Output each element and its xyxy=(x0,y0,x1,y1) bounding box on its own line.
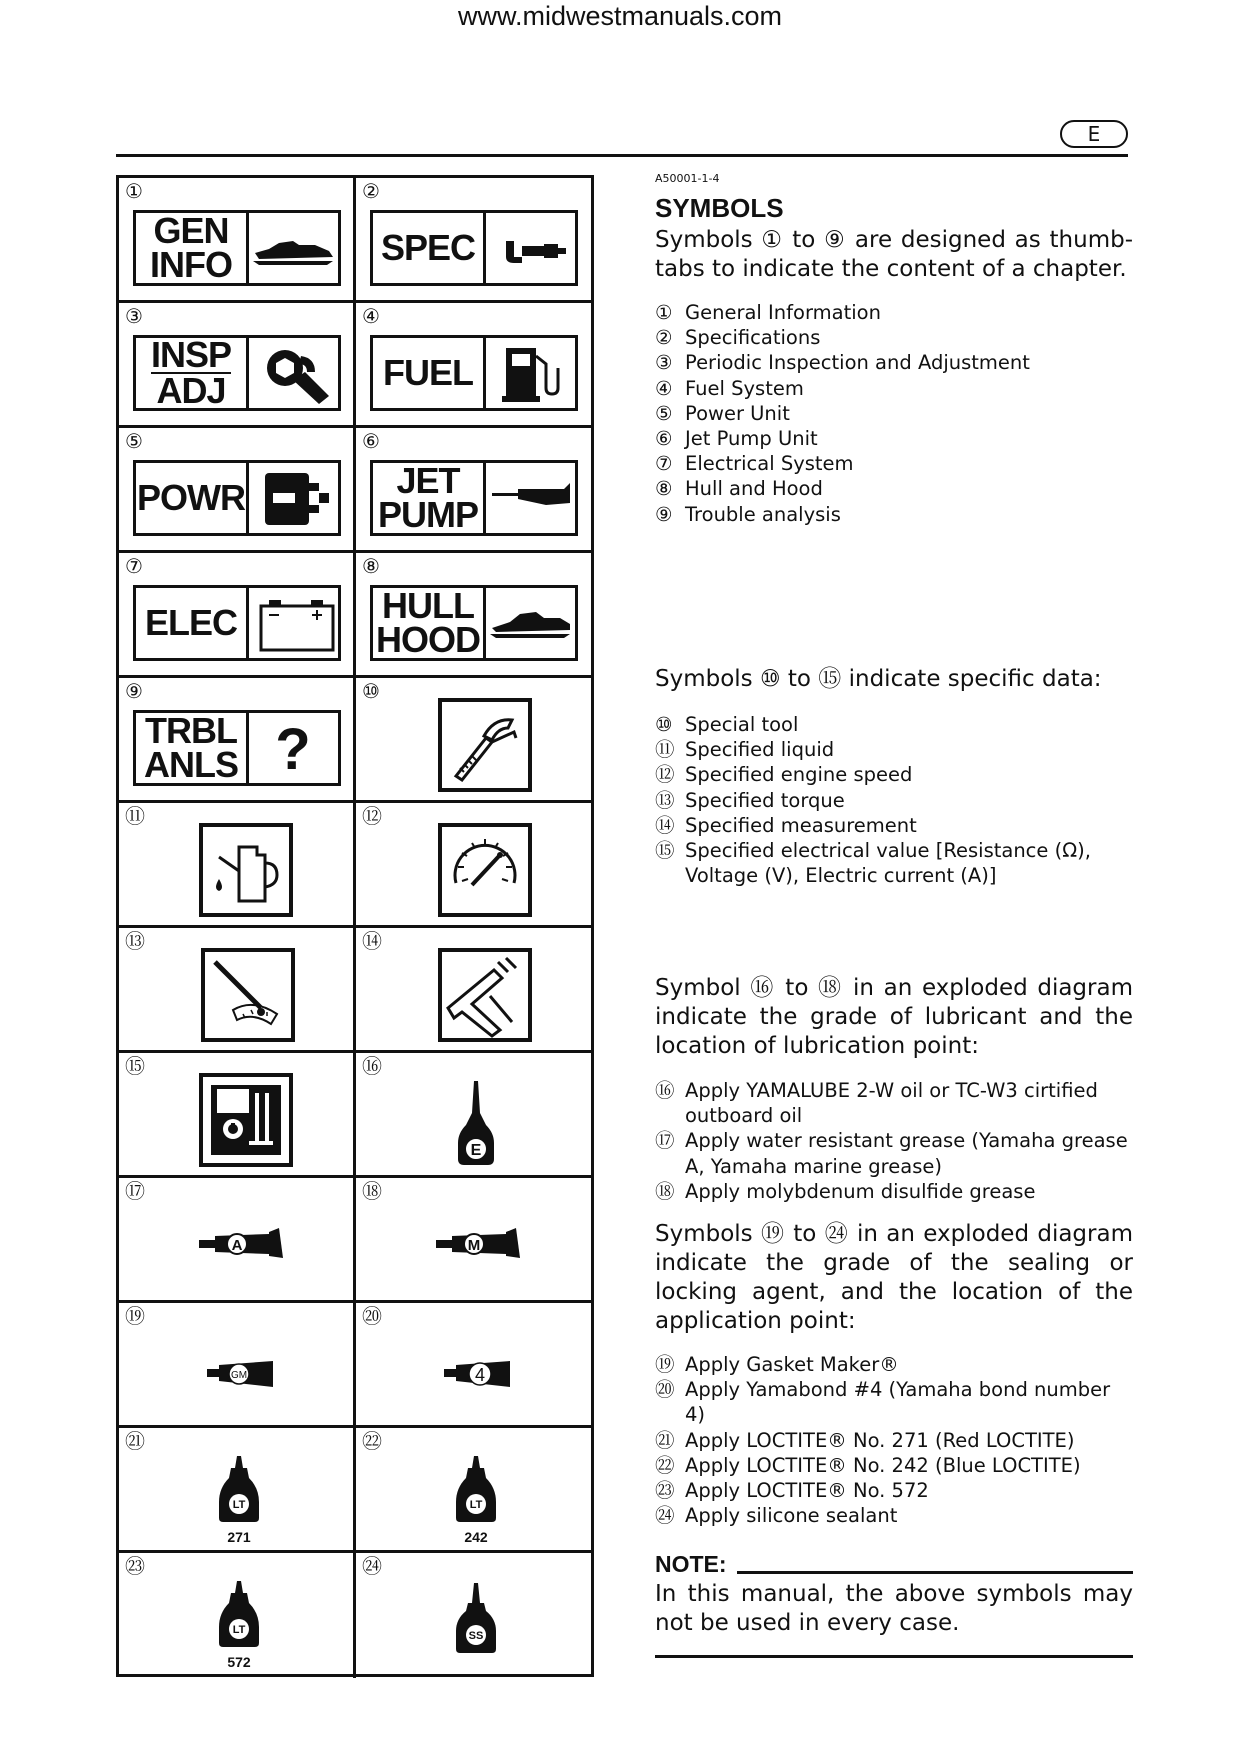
torque-wrench-icon xyxy=(205,952,291,1038)
list-item: ⑯ Apply YAMALUBE 2-W oil or TC-W3 cirtified outboard oil xyxy=(655,1079,1098,1128)
bottle-number: 271 xyxy=(227,1529,251,1545)
symbol-number: ⑥ xyxy=(362,429,380,453)
list-item: ⑲ Apply Gasket Maker® xyxy=(655,1353,899,1376)
symbol-number: ⑨ xyxy=(125,679,143,703)
tab-label-line2: ANLS xyxy=(144,744,238,785)
intro-specific-data: Symbols ⑩ to ⑮ indicate specific data: xyxy=(655,666,1102,692)
symbol-number: ⑳ xyxy=(362,1304,382,1328)
note-text: In this manual, the above symbols may not be used in every case. xyxy=(655,1581,1133,1636)
oil-can-icon xyxy=(203,827,289,913)
list-item: ㉑ Apply LOCTITE® No. 271 (Red LOCTITE) xyxy=(655,1428,1075,1452)
symbol-cell-17 xyxy=(119,1178,356,1303)
symbol-cell-21 xyxy=(119,1428,356,1553)
note-label: NOTE: xyxy=(655,1551,727,1577)
symbol-cell-3 xyxy=(119,303,356,428)
tab-label-line2: ADJ xyxy=(156,370,226,411)
bottle-label: SS xyxy=(468,1630,484,1642)
symbol-cell-8 xyxy=(356,553,593,678)
intro-chapter-tabs: Symbols ① to ⑨ are designed as thumb-tabs to indicate the content of a chapter. xyxy=(655,227,1133,282)
list-item: ③ Periodic Inspection and Adjustment xyxy=(655,351,1030,375)
symbol-number: ③ xyxy=(125,304,143,328)
symbol-cell-18 xyxy=(356,1178,593,1303)
tab-label-line1: FUEL xyxy=(383,352,473,393)
symbol-number: ⑱ xyxy=(362,1179,382,1203)
symbol-cell-2 xyxy=(356,178,593,303)
engine-icon xyxy=(249,463,338,533)
symbol-number: ② xyxy=(362,179,380,203)
top-rule xyxy=(116,154,1128,157)
intro-lubricant: Symbol ⑯ to ⑱ in an exploded diagram indicate the grade of lubricant and the location of lubrication point: xyxy=(655,975,1133,1059)
symbol-cell-16 xyxy=(356,1053,593,1178)
tab-label-line1: SPEC xyxy=(380,227,476,268)
list-item: ⑳ Apply Yamabond #4 (Yamaha bond number 4) xyxy=(655,1378,1111,1427)
sealing-list xyxy=(655,1352,1135,1528)
doc-code: A50001-1-4 xyxy=(655,172,720,185)
tube-label: GM xyxy=(230,1370,248,1381)
note-end-rule xyxy=(655,1655,1133,1658)
thumb-tab-trbl-anls xyxy=(133,710,341,786)
loctite-bottle-icon xyxy=(179,1448,299,1548)
language-badge: E xyxy=(1060,120,1128,148)
caliper-icon-frame xyxy=(438,948,532,1042)
symbol-cell-19 xyxy=(119,1303,356,1428)
symbol-number: ⑬ xyxy=(125,929,145,953)
symbol-number: ㉒ xyxy=(362,1429,382,1453)
thumb-tab-spec xyxy=(370,210,578,286)
silicone-bottle-icon xyxy=(416,1573,536,1673)
tab-label-line2: INFO xyxy=(150,244,232,285)
sealant-tube-icon xyxy=(179,1323,299,1423)
thumb-tab-powr xyxy=(133,460,341,536)
grease-tube-icon xyxy=(179,1198,299,1298)
bottle-number: 572 xyxy=(227,1654,251,1670)
symbol-number: ⑮ xyxy=(125,1054,145,1078)
lubricant-list xyxy=(655,1078,1135,1204)
list-item: ⑨ Trouble analysis xyxy=(655,502,841,526)
list-item: ⑦ Electrical System xyxy=(655,452,854,476)
symbol-cell-9 xyxy=(119,678,356,803)
bottle-label: LT xyxy=(232,1499,246,1511)
symbol-cell-10 xyxy=(356,678,593,803)
symbol-number: ⑫ xyxy=(362,804,382,828)
symbol-number: ⑦ xyxy=(125,554,143,578)
loctite-bottle-icon xyxy=(179,1573,299,1673)
loctite-bottle-icon xyxy=(416,1448,536,1548)
list-item: ⑧ Hull and Hood xyxy=(655,477,823,501)
list-item: ㉓ Apply LOCTITE® No. 572 xyxy=(655,1479,929,1503)
symbol-number: ⑰ xyxy=(125,1179,145,1203)
symbol-number: ⑲ xyxy=(125,1304,145,1328)
boat-hull-icon xyxy=(486,588,575,658)
micrometer-icon xyxy=(486,213,575,283)
symbol-cell-15 xyxy=(119,1053,356,1178)
list-item: ⑬ Specified torque xyxy=(655,788,845,812)
oil-bottle-icon xyxy=(416,1073,536,1173)
jet-ski-icon xyxy=(249,213,338,283)
symbol-cell-4 xyxy=(356,303,593,428)
tab-label-line1: POWR xyxy=(137,477,245,518)
grease-tube-icon xyxy=(416,1198,536,1298)
symbol-cell-11 xyxy=(119,803,356,928)
symbol-number: ④ xyxy=(362,304,380,328)
symbol-cell-14 xyxy=(356,928,593,1053)
thumb-tab-jet-pump xyxy=(370,460,578,536)
list-item: ⑭ Specified measurement xyxy=(655,813,917,837)
tab-label-line1: INSP xyxy=(150,334,232,375)
list-item: ① General Information xyxy=(655,301,881,324)
thumb-tab-insp-adj xyxy=(133,335,341,411)
fuel-pump-icon xyxy=(486,338,575,408)
oil-can-icon-frame xyxy=(199,823,293,917)
symbol-cell-22 xyxy=(356,1428,593,1553)
list-item: ⑮ Specified electrical value [Resistance (Ω), Voltage (V), Electric current (A)] xyxy=(655,839,1091,888)
symbol-cell-23 xyxy=(119,1553,356,1678)
tab-label-line1: ELEC xyxy=(144,602,237,643)
list-item: ㉔ Apply silicone sealant xyxy=(655,1504,898,1528)
chapter-list xyxy=(655,300,1135,527)
multimeter-icon-frame xyxy=(199,1073,293,1167)
wrench-nut-icon xyxy=(249,338,338,408)
note-rule xyxy=(737,1571,1133,1574)
tab-label-line1: GEN xyxy=(153,210,229,251)
list-item: ⑰ Apply water resistant grease (Yamaha grease A, Yamaha marine grease) xyxy=(655,1129,1128,1178)
list-item: ㉒ Apply LOCTITE® No. 242 (Blue LOCTITE) xyxy=(655,1453,1081,1477)
section-heading: SYMBOLS xyxy=(655,193,784,223)
symbol-number: ⑪ xyxy=(125,804,145,828)
list-item: ⑫ Specified engine speed xyxy=(655,763,913,787)
tab-label-line2: HOOD xyxy=(376,619,480,660)
svg-text:?: ? xyxy=(275,717,311,782)
torque-wrench-icon-frame xyxy=(201,948,295,1042)
tube-label: M xyxy=(467,1237,481,1254)
sealant-tube-icon xyxy=(416,1323,536,1423)
list-item: ⑪ Specified liquid xyxy=(655,738,835,762)
thumb-tab-elec xyxy=(133,585,341,661)
symbol-number: ⑩ xyxy=(362,679,380,703)
battery-icon xyxy=(249,588,338,658)
jet-pump-icon xyxy=(486,463,575,533)
site-url: www.midwestmanuals.com xyxy=(457,1,783,31)
tab-label-line1: HULL xyxy=(382,585,474,626)
symbol-number: ⑧ xyxy=(362,554,380,578)
symbol-cell-24 xyxy=(356,1553,593,1678)
tube-label: A xyxy=(231,1237,243,1254)
symbol-cell-6 xyxy=(356,428,593,553)
bottle-label: E xyxy=(470,1142,482,1159)
tab-label-line1: JET xyxy=(396,460,460,501)
symbol-number: ㉔ xyxy=(362,1554,382,1578)
list-item: ⑱ Apply molybdenum disulfide grease xyxy=(655,1179,1036,1203)
symbol-cell-5 xyxy=(119,428,356,553)
multimeter-icon xyxy=(203,1077,289,1163)
bottle-label: LT xyxy=(232,1624,246,1636)
symbol-number: ⑯ xyxy=(362,1054,382,1078)
intro-sealing: Symbols ⑲ to ㉔ in an exploded diagram indicate the grade of the sealing or locking agent, and the location of the application point: xyxy=(655,1221,1133,1334)
symbol-cell-7 xyxy=(119,553,356,678)
tachometer-icon xyxy=(442,827,528,913)
symbol-number: ㉑ xyxy=(125,1429,145,1453)
thumb-tab-hull-hood xyxy=(370,585,578,661)
symbol-number: ㉓ xyxy=(125,1554,145,1578)
list-item: ⑤ Power Unit xyxy=(655,401,790,425)
list-item: ② Specifications xyxy=(655,326,821,350)
question-mark-icon xyxy=(249,713,338,783)
symbol-cell-13 xyxy=(119,928,356,1053)
tab-label-line2: PUMP xyxy=(377,494,478,535)
tube-label: 4 xyxy=(474,1365,486,1385)
tab-label-line1: TRBL xyxy=(145,710,237,751)
symbol-cell-12 xyxy=(356,803,593,928)
specific-data-list xyxy=(655,712,1135,888)
special-tool-icon-frame xyxy=(438,698,532,792)
symbol-cell-1 xyxy=(119,178,356,303)
thumb-tab-gen-info xyxy=(133,210,341,286)
list-item: ⑥ Jet Pump Unit xyxy=(655,427,818,451)
symbol-number: ① xyxy=(125,179,143,203)
symbol-number: ⑭ xyxy=(362,929,382,953)
symbol-grid xyxy=(116,175,594,1677)
tachometer-icon-frame xyxy=(438,823,532,917)
thumb-tab-fuel xyxy=(370,335,578,411)
bottle-number: 242 xyxy=(464,1529,488,1545)
special-tool-icon xyxy=(442,702,528,788)
caliper-icon xyxy=(442,952,528,1038)
symbol-number: ⑤ xyxy=(125,429,143,453)
symbol-cell-20 xyxy=(356,1303,593,1428)
list-item: ④ Fuel System xyxy=(655,376,804,400)
bottle-label: LT xyxy=(469,1499,483,1511)
list-item: ⑩ Special tool xyxy=(655,713,799,736)
